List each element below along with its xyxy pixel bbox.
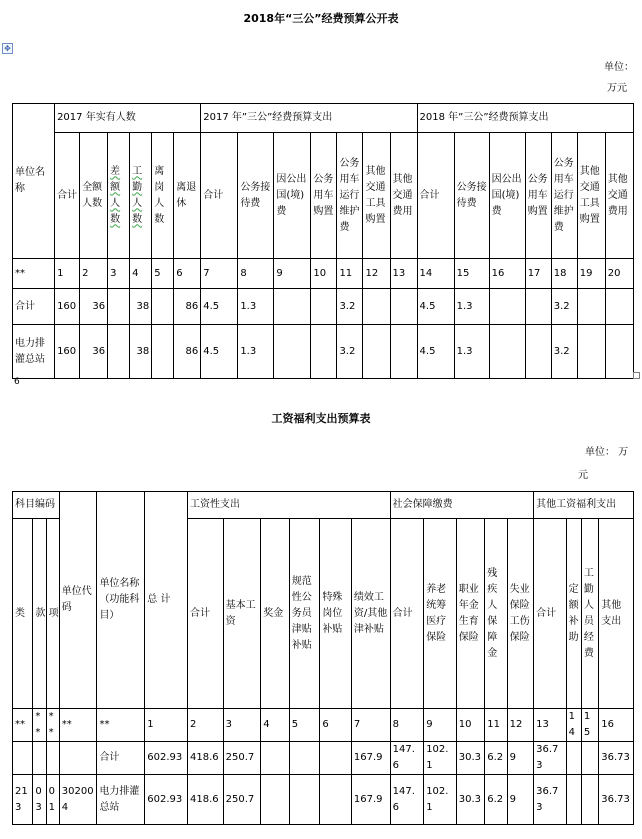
table-cell: [274, 289, 311, 325]
table-cell: [152, 289, 174, 325]
table-cell: 15: [454, 259, 489, 289]
table-cell: 16: [489, 259, 525, 289]
column-header: 公务用车运行维护费: [337, 133, 363, 259]
column-header: 绩效工资/其他津补贴: [351, 519, 390, 709]
table-cell: 8: [390, 709, 424, 742]
table-cell: 12: [363, 259, 390, 289]
column-header: 合计: [417, 133, 454, 259]
table-cell: 2: [188, 709, 224, 742]
table-cell: 9: [424, 709, 457, 742]
table-cell: 167.9: [351, 775, 390, 825]
unit-code-header: 单位代码: [59, 492, 97, 709]
table-cell: 147.6: [390, 742, 424, 775]
table2-unit-line2: 元: [578, 470, 588, 481]
column-header: 其他交通工具购置: [363, 133, 390, 259]
table-cell: 14: [566, 709, 581, 742]
page-number: 6: [14, 377, 20, 387]
table-cell: [108, 325, 130, 379]
column-header: 离岗人数: [152, 133, 174, 259]
table-cell: [525, 289, 551, 325]
table-cell: 19: [577, 259, 605, 289]
column-header: 因公出国(境)费: [274, 133, 311, 259]
column-header: 其他交通工具购置: [577, 133, 605, 259]
table-cell: **: [59, 709, 97, 742]
subject-code-header: 类: [13, 519, 33, 709]
table-cell: 14: [417, 259, 454, 289]
table-cell: 3.2: [337, 325, 363, 379]
table-cell: [274, 325, 311, 379]
table-cell: [581, 775, 598, 825]
column-header: 因公出国(境)费: [489, 133, 525, 259]
table-cell: 102.1: [424, 742, 457, 775]
table-cell: 17: [525, 259, 551, 289]
column-header: 基本工资: [223, 519, 261, 709]
table-cell: 5: [289, 709, 320, 742]
table-cell: 6.2: [485, 742, 507, 775]
table-cell: [363, 289, 390, 325]
column-header: 合计: [390, 519, 424, 709]
table-cell: 4.5: [201, 289, 238, 325]
table-cell: 15: [581, 709, 598, 742]
group-header-social-security: 社会保障缴费: [390, 492, 533, 519]
column-header: 奖金: [261, 519, 290, 709]
table-cell: [605, 289, 633, 325]
column-header: 合计: [188, 519, 224, 709]
table-cell: 13: [534, 709, 567, 742]
table-cell: 36.73: [534, 742, 567, 775]
table-cell: 38: [130, 289, 152, 325]
table-cell: 3.2: [551, 325, 577, 379]
table-cell: 10: [311, 259, 337, 289]
table2-unit-line1: 单位： 万: [585, 447, 629, 458]
table-cell: **: [33, 709, 46, 742]
table-cell: [311, 289, 337, 325]
table-cell: 36: [80, 325, 108, 379]
table-cell: 3: [223, 709, 261, 742]
table-cell: 6: [174, 259, 201, 289]
table2: [12, 491, 634, 825]
table-cell: 418.6: [188, 775, 224, 825]
table-cell: 602.93: [145, 742, 188, 775]
table-cell: [320, 775, 352, 825]
table1-title: 2018年“三公”经费预算公开表: [243, 12, 399, 25]
table-cell: 9: [507, 742, 533, 775]
table-cell: 01: [46, 775, 59, 825]
table-cell: 36: [80, 289, 108, 325]
table-cell: 302004: [59, 775, 97, 825]
table-cell: 5: [152, 259, 174, 289]
table-cell: 13: [390, 259, 417, 289]
table-cell: 4.5: [417, 289, 454, 325]
table-cell: [566, 775, 581, 825]
row-label: 电力排灌总站: [13, 325, 55, 379]
row-label: **: [13, 259, 55, 289]
column-header: 全额人数: [80, 133, 108, 259]
column-header: 公务用车购置: [525, 133, 551, 259]
table-cell: 7: [201, 259, 238, 289]
table-cell: 16: [599, 709, 634, 742]
table-cell: [525, 325, 551, 379]
column-header: 离退休: [174, 133, 201, 259]
table-cell: 86: [174, 325, 201, 379]
row-label: **: [97, 709, 145, 742]
table-cell: 9: [507, 775, 533, 825]
table-cell: 4.5: [201, 325, 238, 379]
table-cell: [289, 775, 320, 825]
table-cell: 4: [261, 709, 290, 742]
group-header-2018-sangong: 2018 年”三公”经费预算支出: [417, 104, 633, 133]
column-header: 公务接待费: [238, 133, 274, 259]
group-header-2017-sangong: 2017 年”三公”经费预算支出: [201, 104, 417, 133]
table-cell: 7: [351, 709, 390, 742]
table1-unit-line1: 单位：: [604, 62, 634, 73]
table-cell: 250.7: [223, 775, 261, 825]
table-cell: 418.6: [188, 742, 224, 775]
column-header: 公务用车购置: [311, 133, 337, 259]
table2-title: 工资福利支出预算表: [271, 412, 371, 425]
table-cell: 1: [145, 709, 188, 742]
table1-unit-line2: 万元: [607, 83, 627, 94]
table-cell: [261, 742, 290, 775]
table-cell: [577, 325, 605, 379]
table-cell: [108, 289, 130, 325]
table-cell: [581, 742, 598, 775]
table-cell: [320, 742, 352, 775]
column-header: 合计: [55, 133, 80, 259]
table-cell: 1.3: [454, 289, 489, 325]
table-cell: 6: [320, 709, 352, 742]
table-cell: 102.1: [424, 775, 457, 825]
table-cell: [261, 775, 290, 825]
column-header: 合计: [534, 519, 567, 709]
table-cell: **: [46, 709, 59, 742]
table-cell: 4.5: [417, 325, 454, 379]
table-cell: 213: [13, 775, 33, 825]
table-cell: 86: [174, 289, 201, 325]
table-cell: 8: [238, 259, 274, 289]
column-header: 其他交通费用: [605, 133, 633, 259]
table-cell: 9: [274, 259, 311, 289]
column-header: 失业保险工伤保险: [507, 519, 533, 709]
subject-code-header: 项: [46, 519, 59, 709]
table-cell: 36.73: [599, 742, 634, 775]
table-cell: 147.6: [390, 775, 424, 825]
column-header: 职业年金生育保险: [456, 519, 485, 709]
table-cell: 1.3: [454, 325, 489, 379]
table-cell: 11: [337, 259, 363, 289]
table-cell: [605, 325, 633, 379]
table-cell: [33, 742, 46, 775]
table-cell: [59, 742, 97, 775]
column-header: 定额补助: [566, 519, 581, 709]
table-cell: [390, 289, 417, 325]
row-label: 合计: [97, 742, 145, 775]
table-cell: [311, 325, 337, 379]
table-resize-handle[interactable]: [633, 372, 640, 379]
table-cell: 602.93: [145, 775, 188, 825]
table-cell: 160: [55, 325, 80, 379]
table-cell: [13, 742, 33, 775]
table-cell: 250.7: [223, 742, 261, 775]
table-cell: [566, 742, 581, 775]
table-cell: 36.73: [534, 775, 567, 825]
group-header-2017-people: 2017 年实有人数: [55, 104, 201, 133]
table-cell: 38: [130, 325, 152, 379]
table-cell: 36.73: [599, 775, 634, 825]
table-cell: 18: [551, 259, 577, 289]
total-header: 总 计: [145, 492, 188, 709]
column-header: 规范性公务员津贴补贴: [289, 519, 320, 709]
unit-name-function-header: 单位名称（功能科目）: [97, 492, 145, 709]
table-cell: 1.3: [238, 289, 274, 325]
table-cell: [46, 742, 59, 775]
column-header: 工勤人数: [130, 133, 152, 259]
table-cell: 6.2: [485, 775, 507, 825]
column-header: 特殊岗位补贴: [320, 519, 352, 709]
table-move-handle-icon[interactable]: ✥: [2, 43, 13, 54]
column-header: 其他交通费用: [390, 133, 417, 259]
subject-code-header: 款: [33, 519, 46, 709]
table-cell: 3: [108, 259, 130, 289]
table-cell: 167.9: [351, 742, 390, 775]
column-header: 其他支出: [599, 519, 634, 709]
table-cell: [489, 289, 525, 325]
table-cell: 4: [130, 259, 152, 289]
table1: [12, 103, 634, 379]
table-cell: 12: [507, 709, 533, 742]
table-cell: [289, 742, 320, 775]
table-cell: 10: [456, 709, 485, 742]
column-header: 养老统筹医疗保险: [424, 519, 457, 709]
row-label: 电力排灌总站: [97, 775, 145, 825]
table-cell: 3.2: [337, 289, 363, 325]
table-cell: 30.3: [456, 742, 485, 775]
column-header: 差额人数: [108, 133, 130, 259]
column-header: 残疾人保障金: [485, 519, 507, 709]
table-cell: [390, 325, 417, 379]
column-header: 合计: [201, 133, 238, 259]
table-cell: 160: [55, 289, 80, 325]
table-cell: [363, 325, 390, 379]
table-cell: [489, 325, 525, 379]
column-header: 公务用车运行维护费: [551, 133, 577, 259]
table-cell: 2: [80, 259, 108, 289]
table-cell: 03: [33, 775, 46, 825]
table-cell: [152, 325, 174, 379]
table-cell: **: [13, 709, 33, 742]
group-header-subject-code: 科目编码: [13, 492, 60, 519]
group-header-other-welfare: 其他工资福利支出: [534, 492, 634, 519]
column-header: 工勤人员经费: [581, 519, 598, 709]
unit-name-header: 单位名称: [13, 104, 55, 259]
table-cell: 1.3: [238, 325, 274, 379]
table-cell: 3.2: [551, 289, 577, 325]
table-cell: 30.3: [456, 775, 485, 825]
table-cell: 11: [485, 709, 507, 742]
group-header-salary: 工资性支出: [188, 492, 391, 519]
table-cell: 1: [55, 259, 80, 289]
column-header: 公务接待费: [454, 133, 489, 259]
row-label: 合计: [13, 289, 55, 325]
table-cell: 20: [605, 259, 633, 289]
table-cell: [577, 289, 605, 325]
